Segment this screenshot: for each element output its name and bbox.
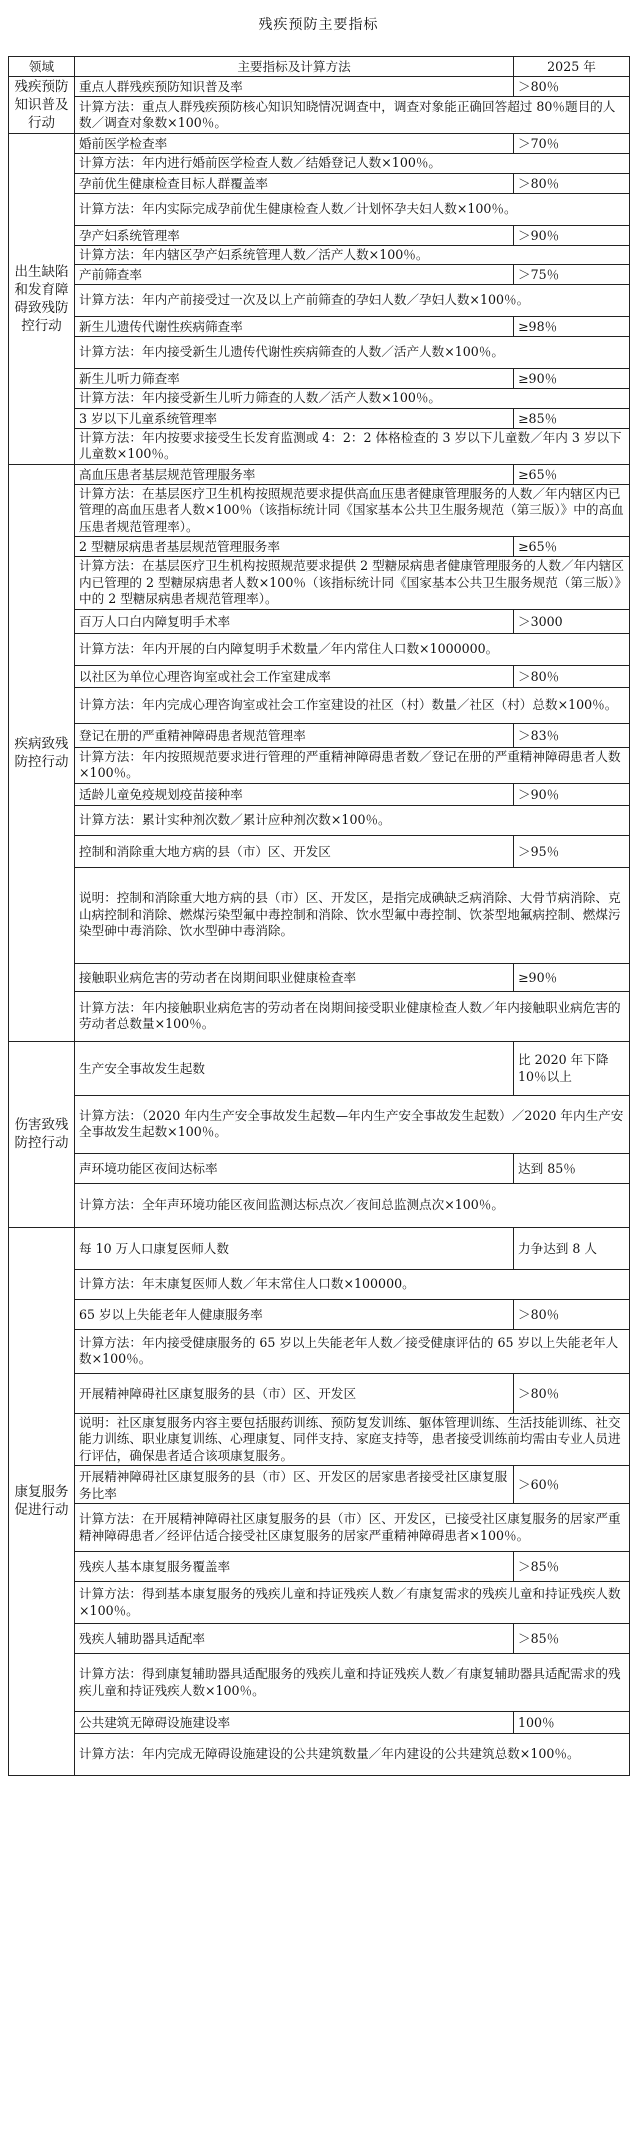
- indicator-row: [9, 408, 630, 428]
- indicator-target: ＞80％: [514, 1373, 630, 1413]
- page-title: 残疾预防主要指标: [258, 17, 379, 33]
- calculation-method: 计算方法：年内接受新生儿听力筛查的人数／活产人数×100％。: [75, 389, 630, 409]
- indicator-table: [8, 56, 630, 1776]
- indicator-name: 开展精神障碍社区康复服务的县（市）区、开发区: [75, 1373, 514, 1413]
- domain-cell: 出生缺陷和发育障碍致残防控行动: [9, 134, 75, 465]
- method-row: [9, 1654, 630, 1712]
- indicator-name: 生产安全事故发生起数: [75, 1041, 514, 1095]
- indicator-name: 适龄儿童免疫规划疫苗接种率: [75, 783, 514, 805]
- method-row: [9, 154, 630, 174]
- calculation-method: 计算方法：在基层医疗卫生机构按照规范要求提供 2 型糖尿病患者健康管理服务的人数／年内辖区内已管理的 2 型糖尿病患者人数×100％（该指标统计同《国家基本公共卫生服务规范（第三版）》中的 2 型糖尿病患者规范管理率）。: [75, 557, 630, 610]
- calculation-method: 计算方法：得到基本康复服务的残疾儿童和持证残疾人数／有康复需求的残疾儿童和持证残疾人数×100％。: [75, 1582, 630, 1624]
- header-domain: 领域: [9, 57, 75, 77]
- indicator-row: [9, 1624, 630, 1654]
- method-row: [9, 687, 630, 723]
- method-row: [9, 193, 630, 225]
- method-row: [9, 1504, 630, 1552]
- calculation-method: 说明：社区康复服务内容主要包括服药训练、预防复发训练、躯体管理训练、生活技能训练、社交能力训练、职业康复训练、心理康复、同伴支持、家庭支持等，患者接受训练前均需由专业人员进行评估，确保患者适合该项康复服务。: [75, 1413, 630, 1466]
- indicator-target: ＞90％: [514, 783, 630, 805]
- domain-cell: 康复服务促进行动: [9, 1227, 75, 1776]
- indicator-name: 登记在册的严重精神障碍患者规范管理率: [75, 723, 514, 747]
- indicator-target: ＞60％: [514, 1466, 630, 1504]
- indicator-target: ＞3000: [514, 609, 630, 633]
- method-row: [9, 747, 630, 783]
- indicator-row: [9, 537, 630, 557]
- indicator-target: ＞85％: [514, 1552, 630, 1582]
- calculation-method: 计算方法：（2020 年内生产安全事故发生起数—年内生产安全事故发生起数）／2020 年内生产安全事故发生起数×100％。: [75, 1095, 630, 1153]
- indicator-name: 重点人群残疾预防知识普及率: [75, 77, 514, 97]
- indicator-target: ＞83％: [514, 723, 630, 747]
- method-row: [9, 428, 630, 464]
- indicator-name: 新生儿遗传代谢性疾病筛查率: [75, 317, 514, 337]
- calculation-method: 计算方法：在开展精神障碍社区康复服务的县（市）区、开发区，已接受社区康复服务的居家严重精神障碍患者／经评估适合接受社区康复服务的居家严重精神障碍患者×100％。: [75, 1504, 630, 1552]
- indicator-target: ≥65％: [514, 537, 630, 557]
- indicator-row: [9, 835, 630, 867]
- indicator-name: 65 岁以上失能老年人健康服务率: [75, 1299, 514, 1329]
- domain-cell: 疾病致残防控行动: [9, 464, 75, 1041]
- method-row: [9, 337, 630, 369]
- indicator-row: [9, 1227, 630, 1269]
- indicator-row: [9, 783, 630, 805]
- calculation-method: 计算方法：年内按要求接受生长发育监测或 4：2：2 体格检查的 3 岁以下儿童数／年内 3 岁以下儿童数×100％。: [75, 428, 630, 464]
- calculation-method: 计算方法：年末康复医师人数／年末常住人口数×100000。: [75, 1269, 630, 1299]
- indicator-target: 力争达到 8 人: [514, 1227, 630, 1269]
- indicator-target: ＞95％: [514, 835, 630, 867]
- indicator-target: ＞90％: [514, 225, 630, 245]
- calculation-method: 计算方法：年内辖区孕产妇系统管理人数／活产人数×100％。: [75, 245, 630, 265]
- indicator-row: [9, 369, 630, 389]
- method-row: [9, 1183, 630, 1227]
- method-row: [9, 1095, 630, 1153]
- indicator-row: [9, 1153, 630, 1183]
- method-row: [9, 1329, 630, 1373]
- indicator-name: 高血压患者基层规范管理服务率: [75, 464, 514, 484]
- indicator-name: 2 型糖尿病患者基层规范管理服务率: [75, 537, 514, 557]
- method-row: [9, 991, 630, 1041]
- indicator-name: 百万人口白内障复明手术率: [75, 609, 514, 633]
- indicator-name: 孕前优生健康检查目标人群覆盖率: [75, 173, 514, 193]
- method-row: [9, 1413, 630, 1466]
- indicator-name: 声环境功能区夜间达标率: [75, 1153, 514, 1183]
- indicator-row: [9, 225, 630, 245]
- method-row: [9, 389, 630, 409]
- indicator-target: 达到 85％: [514, 1153, 630, 1183]
- method-row: [9, 484, 630, 537]
- calculation-method: 计算方法：重点人群残疾预防核心知识知晓情况调查中，调查对象能正确回答超过 80％题目的人数／调查对象数×100％。: [75, 97, 630, 134]
- method-row: [9, 867, 630, 963]
- calculation-method: 计算方法：得到康复辅助器具适配服务的残疾儿童和持证残疾人数／有康复辅助器具适配需求的残疾儿童和持证残疾人数×100％。: [75, 1654, 630, 1712]
- indicator-name: 产前筛查率: [75, 265, 514, 285]
- calculation-method: 计算方法：年内产前接受过一次及以上产前筛查的孕妇人数／孕妇人数×100％。: [75, 285, 630, 317]
- indicator-name: 公共建筑无障碍设施建设率: [75, 1712, 514, 1734]
- indicator-name: 孕产妇系统管理率: [75, 225, 514, 245]
- indicator-row: [9, 963, 630, 991]
- method-row: [9, 633, 630, 665]
- domain-cell: 残疾预防知识普及行动: [9, 77, 75, 134]
- calculation-method: 说明：控制和消除重大地方病的县（市）区、开发区，是指完成碘缺乏病消除、大骨节病消除、克山病控制和消除、燃煤污染型氟中毒控制和消除、饮水型氟中毒控制、饮茶型地氟病控制、燃煤污染型砷中毒消除、饮水型砷中毒消除。: [75, 867, 630, 963]
- calculation-method: 计算方法：年内进行婚前医学检查人数／结婚登记人数×100％。: [75, 154, 630, 174]
- indicator-row: [9, 1299, 630, 1329]
- indicator-target: 100％: [514, 1712, 630, 1734]
- indicator-target: ＞85％: [514, 1624, 630, 1654]
- calculation-method: 计算方法：年内接触职业病危害的劳动者在岗期间接受职业健康检查人数／年内接触职业病危害的劳动者总数量×100％。: [75, 991, 630, 1041]
- indicator-row: [9, 1712, 630, 1734]
- indicator-name: 控制和消除重大地方病的县（市）区、开发区: [75, 835, 514, 867]
- indicator-row: [9, 1552, 630, 1582]
- indicator-target: ＞80％: [514, 173, 630, 193]
- indicator-target: ≥85％: [514, 408, 630, 428]
- indicator-name: 新生儿听力筛查率: [75, 369, 514, 389]
- indicator-row: [9, 317, 630, 337]
- method-row: [9, 805, 630, 835]
- header-row: [9, 57, 630, 77]
- indicator-name: 残疾人基本康复服务覆盖率: [75, 1552, 514, 1582]
- indicator-name: 残疾人辅助器具适配率: [75, 1624, 514, 1654]
- indicator-target: ≥65％: [514, 464, 630, 484]
- indicator-row: [9, 1466, 630, 1504]
- method-row: [9, 1269, 630, 1299]
- calculation-method: 计算方法：全年声环境功能区夜间监测达标点次／夜间总监测点次×100％。: [75, 1183, 630, 1227]
- calculation-method: 计算方法：年内完成心理咨询室或社会工作室建设的社区（村）数量／社区（村）总数×100％。: [75, 687, 630, 723]
- calculation-method: 计算方法：年内接受健康服务的 65 岁以上失能老年人数／接受健康评估的 65 岁以上失能老年人数×100％。: [75, 1329, 630, 1373]
- indicator-row: [9, 265, 630, 285]
- method-row: [9, 245, 630, 265]
- indicator-name: 3 岁以下儿童系统管理率: [75, 408, 514, 428]
- method-row: [9, 557, 630, 610]
- indicator-target: ≥90％: [514, 369, 630, 389]
- calculation-method: 计算方法：年内接受新生儿遗传代谢性疾病筛查的人数／活产人数×100％。: [75, 337, 630, 369]
- method-row: [9, 1582, 630, 1624]
- indicator-row: [9, 464, 630, 484]
- indicator-target: ＞80％: [514, 665, 630, 687]
- indicator-name: 以社区为单位心理咨询室或社会工作室建成率: [75, 665, 514, 687]
- indicator-row: [9, 665, 630, 687]
- method-row: [9, 97, 630, 134]
- indicator-row: [9, 173, 630, 193]
- method-row: [9, 1734, 630, 1776]
- indicator-target: ≥90％: [514, 963, 630, 991]
- header-target: 2025 年: [514, 57, 630, 77]
- indicator-target: ＞75％: [514, 265, 630, 285]
- method-row: [9, 285, 630, 317]
- indicator-row: [9, 1373, 630, 1413]
- calculation-method: 计算方法：年内完成无障碍设施建设的公共建筑数量／年内建设的公共建筑总数×100％。: [75, 1734, 630, 1776]
- indicator-target: ＞80％: [514, 77, 630, 97]
- calculation-method: 计算方法：在基层医疗卫生机构按照规范要求提供高血压患者健康管理服务的人数／年内辖区内已管理的高血压患者人数×100％（该指标统计同《国家基本公共卫生服务规范（第三版）》中的高血压患者规范管理率）。: [75, 484, 630, 537]
- calculation-method: 计算方法：年内按照规范要求进行管理的严重精神障碍患者数／登记在册的严重精神障碍患者人数×100％。: [75, 747, 630, 783]
- indicator-target: 比 2020 年下降 10％以上: [514, 1041, 630, 1095]
- indicator-name: 接触职业病危害的劳动者在岗期间职业健康检查率: [75, 963, 514, 991]
- indicator-row: [9, 609, 630, 633]
- calculation-method: 计算方法：年内开展的白内障复明手术数量／年内常住人口数×1000000。: [75, 633, 630, 665]
- indicator-target: ＞70％: [514, 134, 630, 154]
- indicator-name: 开展精神障碍社区康复服务的县（市）区、开发区的居家患者接受社区康复服务比率: [75, 1466, 514, 1504]
- indicator-target: ≥98％: [514, 317, 630, 337]
- header-indicator: 主要指标及计算方法: [75, 57, 514, 77]
- indicator-row: [9, 1041, 630, 1095]
- calculation-method: 计算方法：年内实际完成孕前优生健康检查人数／计划怀孕夫妇人数×100％。: [75, 193, 630, 225]
- domain-cell: 伤害致残防控行动: [9, 1041, 75, 1227]
- indicator-row: [9, 723, 630, 747]
- indicator-row: [9, 134, 630, 154]
- indicator-row: [9, 77, 630, 97]
- indicator-name: 每 10 万人口康复医师人数: [75, 1227, 514, 1269]
- calculation-method: 计算方法：累计实种剂次数／累计应种剂次数×100％。: [75, 805, 630, 835]
- indicator-target: ＞80％: [514, 1299, 630, 1329]
- indicator-name: 婚前医学检查率: [75, 134, 514, 154]
